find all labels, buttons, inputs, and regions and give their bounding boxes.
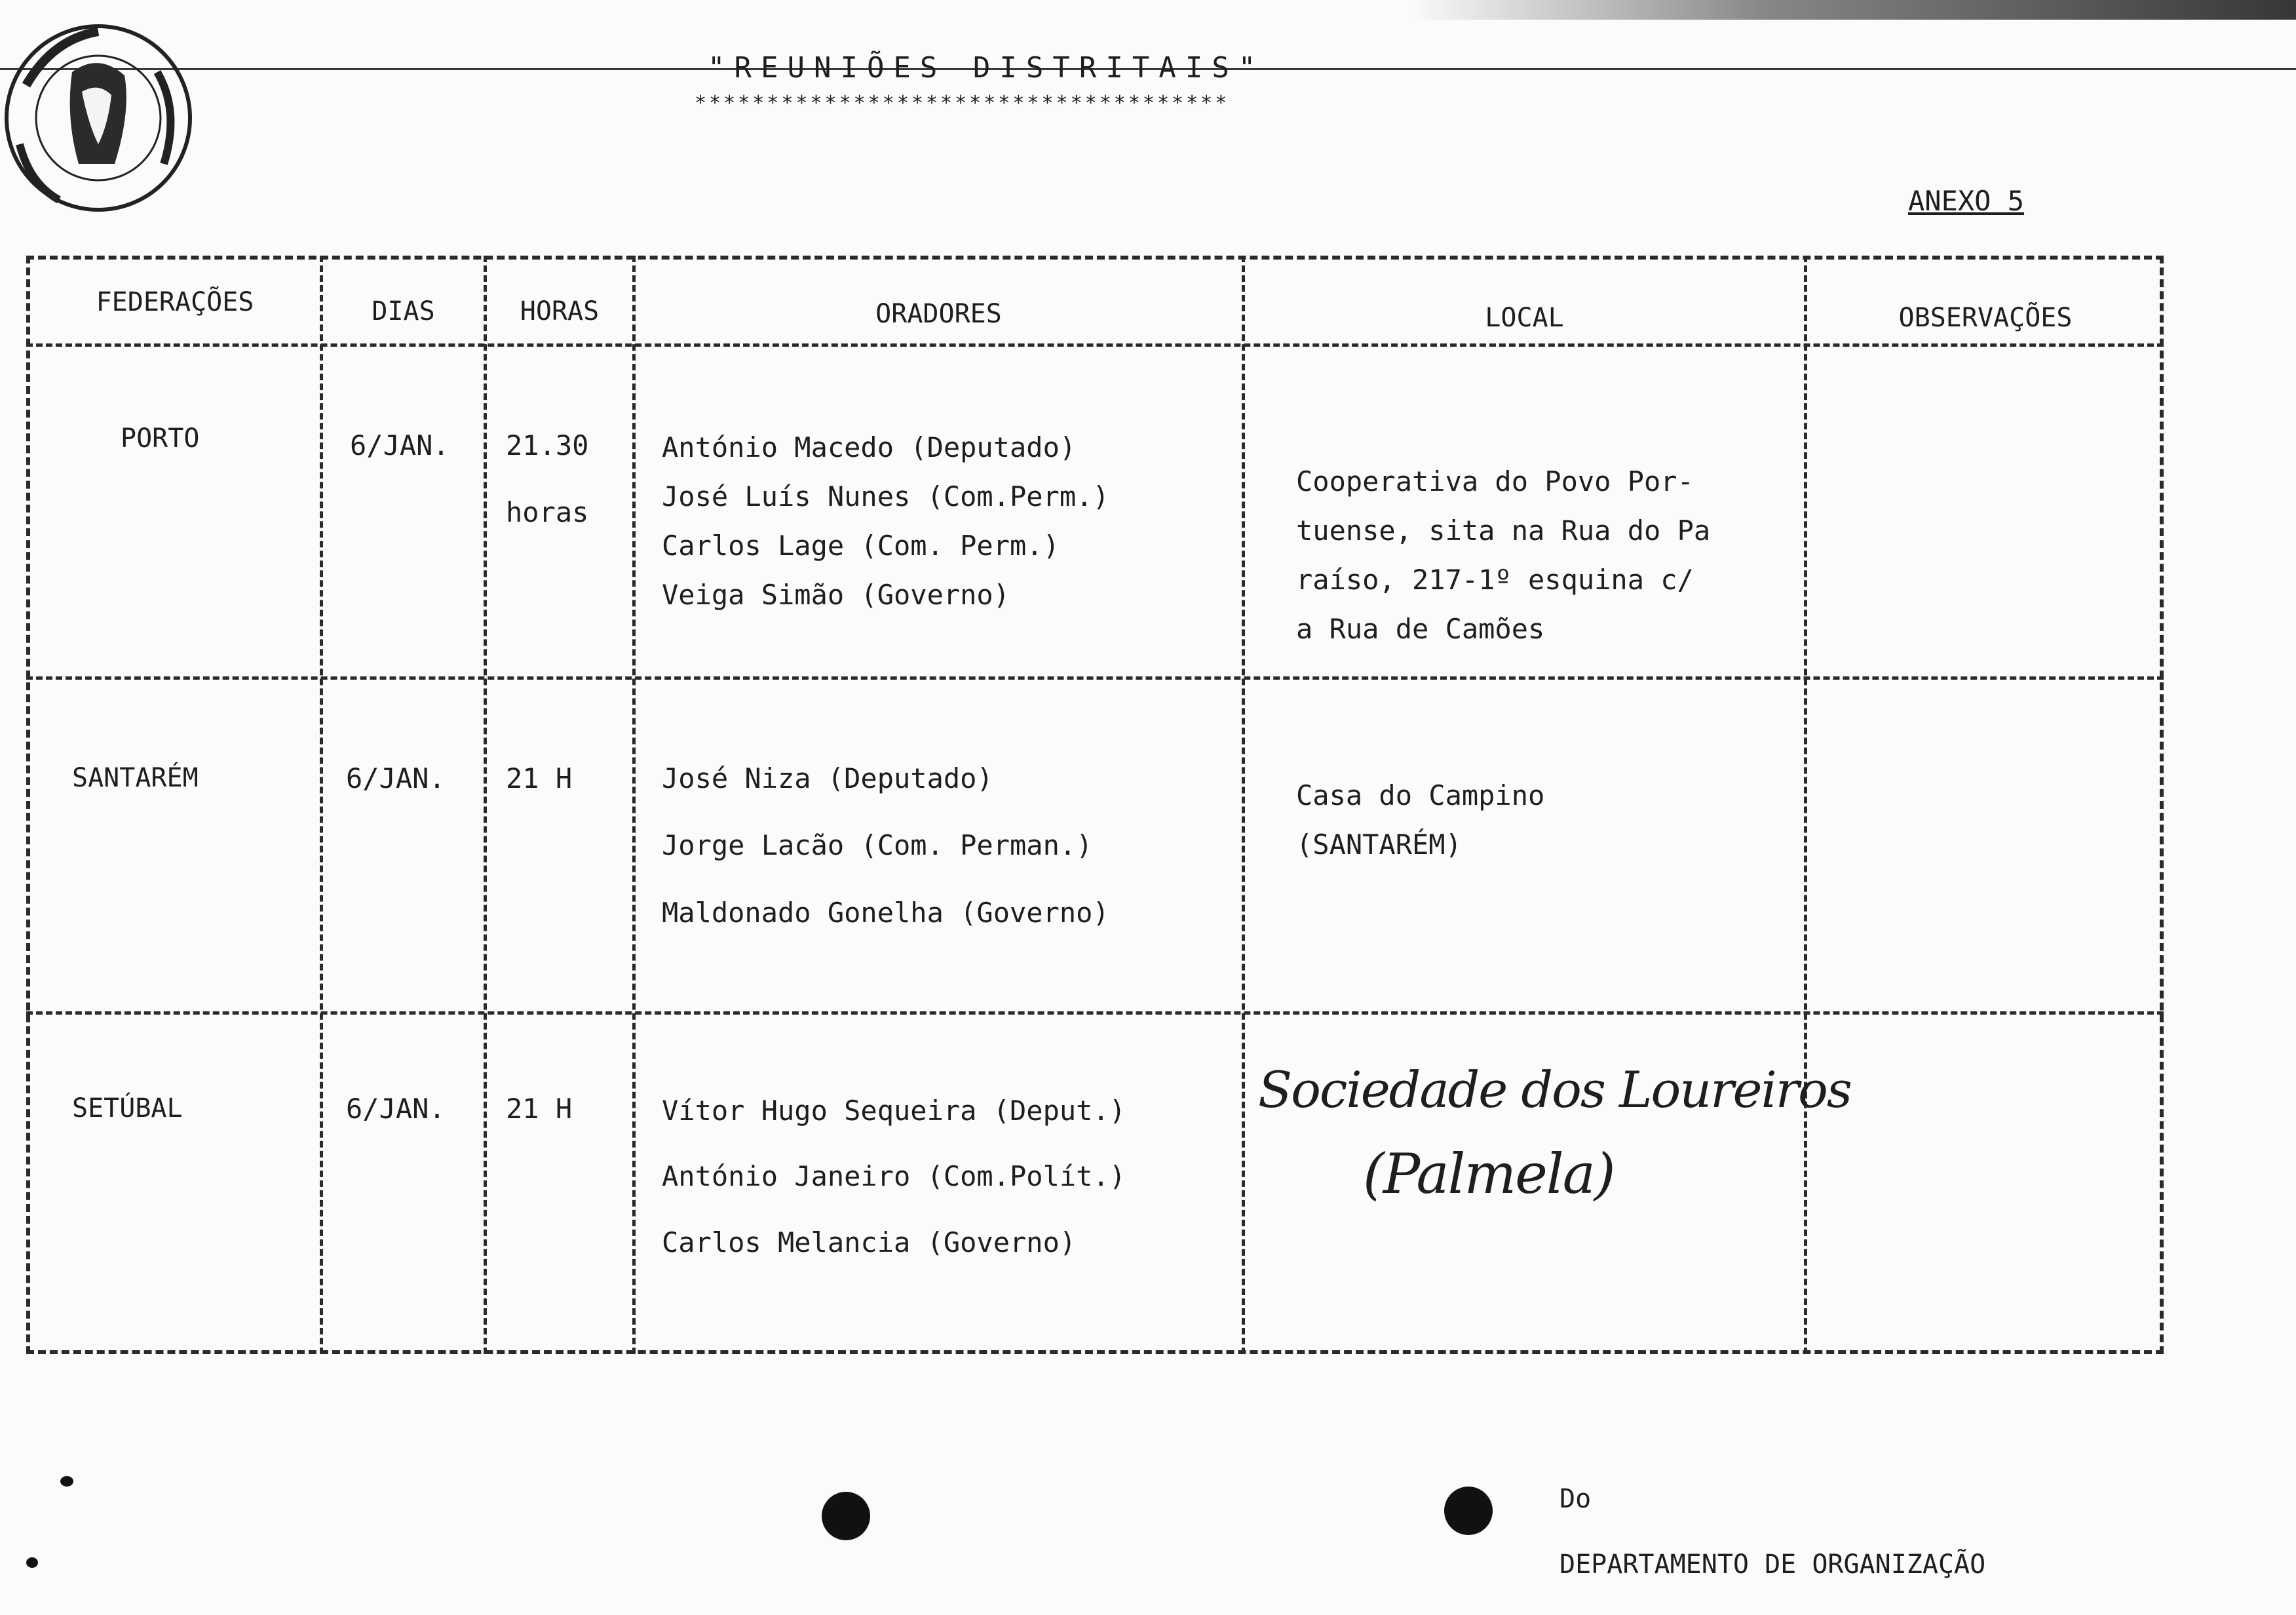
orador: Veiga Simão (Governo) (662, 579, 1010, 611)
row-federacao: SETÚBAL (72, 1093, 183, 1123)
orador: José Luís Nunes (Com.Perm.) (662, 480, 1109, 513)
row-dia: 6/JAN. (346, 1093, 446, 1125)
scan-artifact (1409, 0, 2296, 20)
handwritten-local: (Palmela) (1363, 1142, 1615, 1206)
column-divider (320, 256, 323, 1354)
punch-hole (822, 1492, 870, 1540)
party-seal-icon (0, 13, 197, 216)
orador: Jorge Lacão (Com. Perman.) (662, 829, 1093, 861)
footer-from: Do (1559, 1484, 1592, 1514)
row-hora: horas (506, 496, 589, 528)
local-line: tuense, sita na Rua do Pa (1296, 515, 1711, 547)
column-divider (1242, 256, 1245, 1354)
title-decoration: ************************************* (695, 92, 1230, 115)
orador: Carlos Lage (Com. Perm.) (662, 530, 1060, 562)
header-divider (26, 343, 2164, 347)
local-line: raíso, 217-1º esquina c/ (1296, 564, 1694, 596)
column-divider (632, 256, 636, 1354)
orador: José Niza (Deputado) (662, 762, 993, 794)
local-line: Casa do Campino (1296, 779, 1545, 811)
local-line: (SANTARÉM) (1296, 828, 1462, 861)
header-federacoes: FEDERAÇÕES (96, 287, 254, 317)
handwritten-local: Sociedade dos Loureiros (1258, 1060, 1851, 1119)
row-dia: 6/JAN. (346, 762, 446, 794)
row-divider (26, 676, 2164, 680)
scan-mark (26, 1557, 38, 1568)
scan-mark (60, 1476, 73, 1487)
orador: António Janeiro (Com.Polít.) (662, 1160, 1126, 1192)
row-divider (26, 1011, 2164, 1015)
annex-label: ANEXO 5 (1908, 185, 2025, 217)
document-title: "REUNIÕES DISTRITAIS" (708, 51, 1265, 85)
orador: António Macedo (Deputado) (662, 431, 1077, 463)
row-hora: 21 H (506, 762, 573, 794)
orador: Carlos Melancia (Governo) (662, 1226, 1077, 1258)
header-local: LOCAL (1485, 303, 1564, 333)
row-federacao: SANTARÉM (72, 763, 199, 793)
row-hora: 21 H (506, 1093, 573, 1125)
header-observacoes: OBSERVAÇÕES (1898, 303, 2073, 333)
header-oradores: ORADORES (875, 299, 1002, 329)
footer-department: DEPARTAMENTO DE ORGANIZAÇÃO (1559, 1549, 1986, 1580)
row-federacao: PORTO (121, 423, 200, 454)
header-horas: HORAS (520, 296, 600, 326)
orador: Vítor Hugo Sequeira (Deput.) (662, 1095, 1126, 1127)
row-hora: 21.30 (506, 429, 589, 461)
local-line: Cooperativa do Povo Por- (1296, 465, 1694, 497)
column-divider (484, 256, 487, 1354)
column-divider (1804, 256, 1807, 1354)
header-dias: DIAS (372, 296, 435, 326)
punch-hole (1444, 1487, 1493, 1535)
orador: Maldonado Gonelha (Governo) (662, 897, 1109, 929)
row-dia: 6/JAN. (350, 429, 450, 461)
local-line: a Rua de Camões (1296, 613, 1545, 645)
